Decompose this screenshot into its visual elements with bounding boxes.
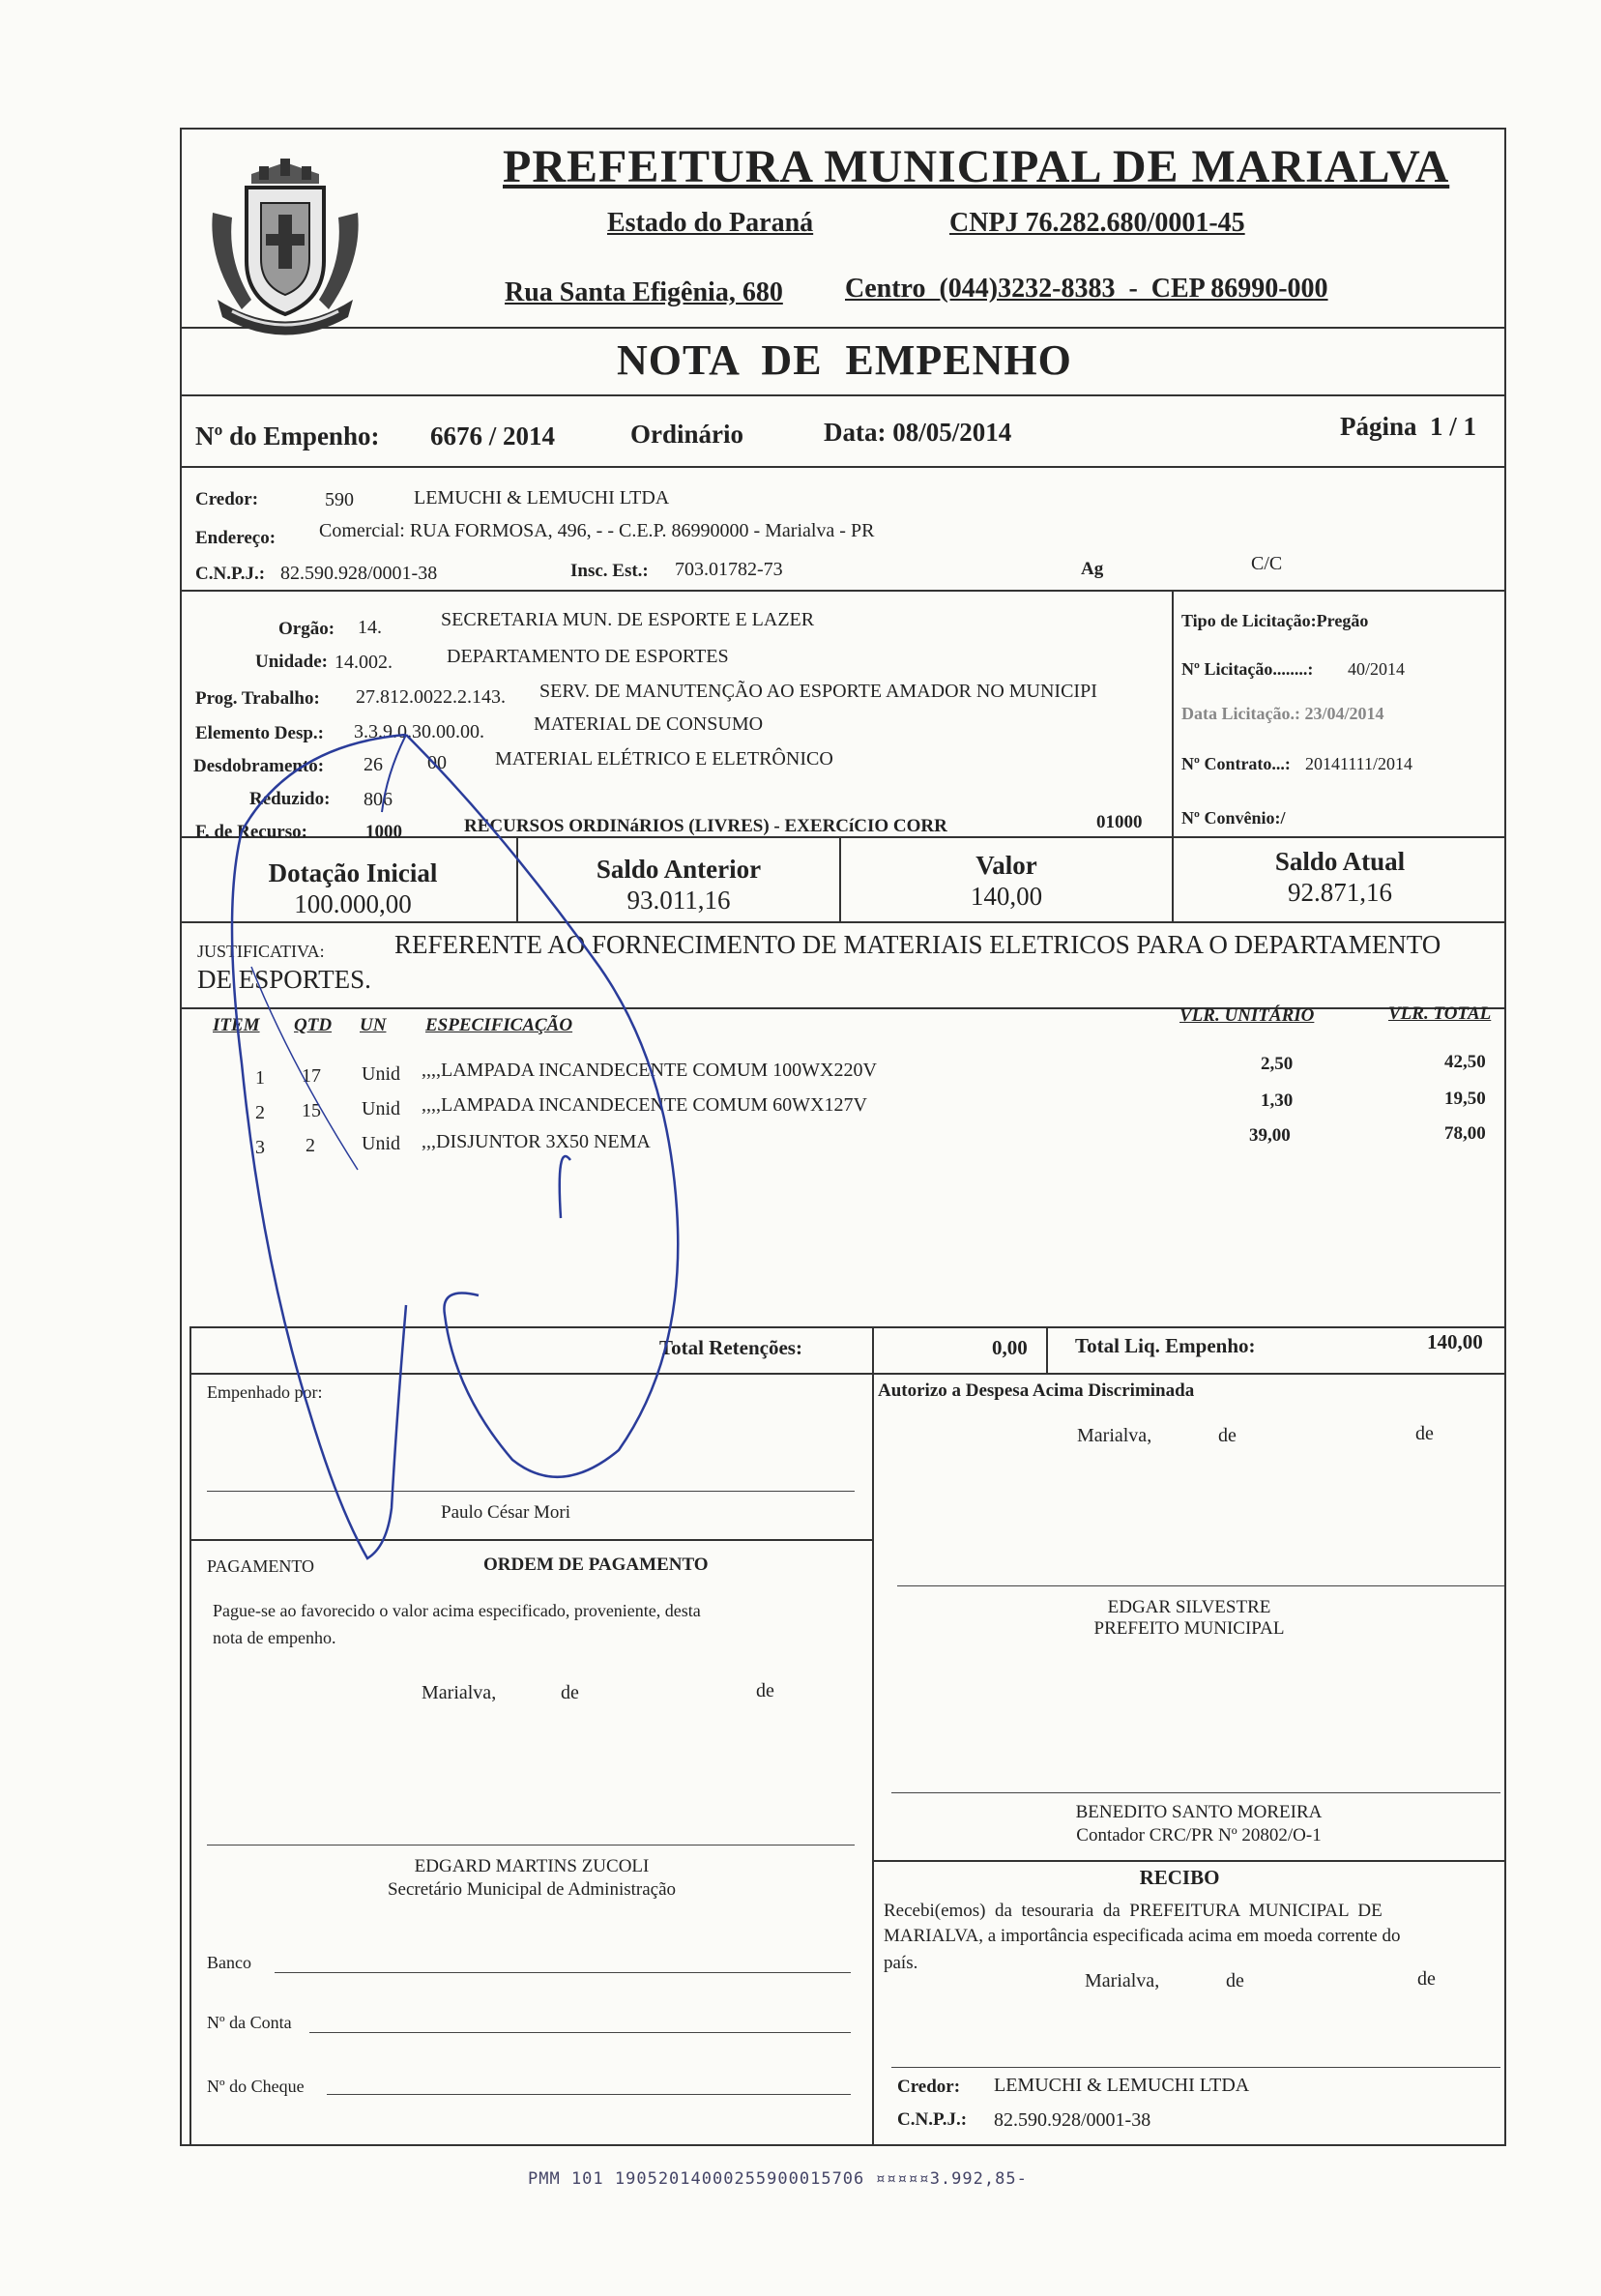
orgao-name: SECRETARIA MUN. DE ESPORTE E LAZER	[441, 609, 815, 630]
row-un: Unid	[362, 1063, 400, 1085]
col-item-header: ITEM	[213, 1015, 260, 1035]
secretario-nome: EDGARD MARTINS ZUCOLI	[414, 1856, 650, 1876]
justificativa-line1: REFERENTE AO FORNECIMENTO DE MATERIAIS ELETRICOS PARA O DEPARTAMENTO	[394, 930, 1441, 959]
insc-label: Insc. Est.:	[570, 561, 649, 581]
pagamento-local: Marialva,	[422, 1682, 497, 1703]
prog-code: 27.812.0022.2.143.	[356, 686, 506, 708]
convenio: Nº Convênio:/	[1181, 808, 1286, 828]
divider	[180, 590, 1506, 592]
secretario-cargo: Secretário Municipal de Administração	[387, 1879, 677, 1900]
pagamento-de1: de	[561, 1682, 579, 1703]
signature-line	[891, 1792, 1500, 1793]
credor-cnpj: 82.590.928/0001-38	[280, 563, 438, 584]
divider	[180, 394, 1506, 396]
retencoes-value: 0,00	[992, 1336, 1028, 1359]
banco-label: Banco	[207, 1953, 251, 1972]
saldo-anterior-value: 93.011,16	[626, 886, 731, 915]
recibo-title: RECIBO	[1139, 1866, 1220, 1889]
empenhado-nome: Paulo César Mori	[441, 1502, 571, 1523]
cheque-line	[327, 2094, 851, 2095]
recibo-de2: de	[1417, 1968, 1436, 1990]
recibo-text3: país.	[884, 1953, 918, 1973]
header-address: Rua Santa Efigênia, 680	[505, 277, 783, 307]
recurso-code: 1000	[365, 822, 402, 842]
row-un: Unid	[362, 1133, 400, 1154]
autorizo-de2: de	[1415, 1423, 1434, 1444]
recibo-text2: MARIALVA, a importância especificada acima em moeda corrente do	[884, 1926, 1401, 1946]
saldo-atual-label: Saldo Atual	[1274, 847, 1406, 876]
col-total-header: VLR. TOTAL	[1388, 1003, 1492, 1024]
licitacao-number: 40/2014	[1348, 659, 1406, 679]
empenho-number-label: Nº do Empenho:	[195, 421, 380, 450]
unidade-code: 14.002.	[335, 652, 393, 673]
contrato-value: 20141111/2014	[1305, 754, 1412, 773]
row-item: 2	[255, 1102, 265, 1123]
header-cnpj: CNPJ 76.282.680/0001-45	[949, 208, 1245, 238]
autorizo-label: Autorizo a Despesa Acima Discriminada	[878, 1381, 1195, 1401]
cnpj-label: C.N.P.J.:	[195, 564, 266, 584]
recurso-code2: 01000	[1096, 812, 1143, 832]
credor-code: 590	[325, 489, 354, 510]
ordem-pagamento-title: ORDEM DE PAGAMENTO	[483, 1555, 709, 1575]
prog-name: SERV. DE MANUTENÇÃO AO ESPORTE AMADOR NO MUNICIPI	[539, 681, 1097, 702]
empenho-number: 6676 / 2014	[430, 421, 556, 450]
divider	[1172, 590, 1174, 836]
empenhado-label: Empenhado por:	[207, 1382, 323, 1402]
header-title: PREFEITURA MUNICIPAL DE MARIALVA	[503, 141, 1450, 192]
signature-line	[207, 1845, 855, 1846]
row-qtd: 17	[302, 1065, 321, 1087]
recibo-cnpj: 82.590.928/0001-38	[994, 2109, 1151, 2131]
autorizo-de1: de	[1218, 1425, 1237, 1446]
divider	[180, 327, 1506, 329]
dotacao-inicial-label: Dotação Inicial	[268, 858, 438, 887]
justificativa-label: JUSTIFICATIVA:	[197, 942, 325, 961]
recibo-local: Marialva,	[1085, 1970, 1160, 1991]
valor-value: 140,00	[970, 882, 1043, 911]
recibo-credor: LEMUCHI & LEMUCHI LTDA	[994, 2075, 1250, 2096]
row-total: 42,50	[1444, 1052, 1486, 1072]
desdobramento-code: 26	[364, 754, 383, 775]
row-item: 1	[255, 1067, 265, 1089]
row-unit: 2,50	[1261, 1054, 1294, 1074]
row-total: 19,50	[1444, 1089, 1486, 1109]
divider	[189, 1539, 872, 1541]
divider	[1046, 1326, 1048, 1373]
empenho-date: Data: 08/05/2014	[824, 418, 1012, 447]
conta-label: Nº da Conta	[207, 2013, 292, 2032]
credor-label: Credor:	[195, 489, 259, 509]
contrato-label: Nº Contrato...:	[1181, 754, 1291, 773]
col-esp-header: ESPECIFICAÇÃO	[425, 1015, 573, 1035]
contador-nome: BENEDITO SANTO MOREIRA	[1075, 1802, 1323, 1822]
autorizo-local: Marialva,	[1077, 1425, 1152, 1446]
recibo-de1: de	[1226, 1970, 1244, 1991]
recibo-credor-label: Credor:	[897, 2077, 961, 2097]
divider	[189, 1373, 1506, 1375]
row-esp: ,,,DISJUNTOR 3X50 NEMA	[422, 1131, 651, 1152]
col-qtd-header: QTD	[294, 1015, 333, 1035]
retencoes-label: Total Retenções:	[659, 1336, 802, 1359]
prefeito-cargo: PREFEITO MUNICIPAL	[1093, 1618, 1285, 1639]
dotacao-inicial-value: 100.000,00	[294, 889, 412, 918]
ag-label: Ag	[1081, 559, 1104, 579]
divider	[180, 466, 1506, 468]
recurso-label: F. de Recurso:	[195, 822, 307, 842]
row-item: 3	[255, 1137, 265, 1158]
justificativa-line2: DE ESPORTES.	[197, 965, 371, 994]
row-qtd: 15	[302, 1100, 321, 1121]
desdobramento-label: Desdobramento:	[193, 756, 325, 776]
cheque-label: Nº do Cheque	[207, 2077, 305, 2096]
row-total: 78,00	[1444, 1123, 1486, 1144]
reduzido-label: Reduzido:	[249, 789, 331, 809]
credor-insc: 703.01782-73	[675, 559, 783, 580]
conta-line	[309, 2032, 851, 2033]
elemento-label: Elemento Desp.:	[195, 723, 324, 743]
divider	[872, 1326, 874, 2146]
licitacao-type: Tipo de Licitação:Pregão	[1181, 611, 1369, 630]
row-unit: 39,00	[1249, 1125, 1291, 1146]
recibo-cnpj-label: C.N.P.J.:	[897, 2109, 968, 2130]
col-un-header: UN	[360, 1015, 387, 1035]
signature-line	[897, 1585, 1504, 1586]
elemento-name: MATERIAL DE CONSUMO	[534, 713, 764, 735]
orgao-label: Orgão:	[278, 619, 335, 639]
licitacao-date: Data Licitação.: 23/04/2014	[1181, 704, 1384, 723]
divider	[872, 1860, 1506, 1862]
reduzido-value: 806	[364, 789, 393, 810]
liquido-label: Total Liq. Empenho:	[1075, 1334, 1256, 1357]
recibo-text1: Recebi(emos) da tesouraria da PREFEITURA MUNICIPAL DE	[884, 1901, 1383, 1921]
empenho-type: Ordinário	[630, 420, 744, 449]
row-unit: 1,30	[1261, 1090, 1294, 1111]
footer-code: PMM 101 19052014000255900015706 ¤¤¤¤¤3.992,85-	[528, 2169, 1028, 2189]
credor-name: LEMUCHI & LEMUCHI LTDA	[414, 487, 670, 509]
divider	[180, 921, 1506, 923]
liquido-value: 140,00	[1427, 1330, 1483, 1353]
header-contact: Centro (044)3232-8383 - CEP 86990-000	[845, 274, 1328, 304]
saldo-atual-value: 92.871,16	[1288, 878, 1392, 907]
page-number: Página 1 / 1	[1340, 412, 1477, 441]
elemento-code: 3.3.9.0.30.00.00.	[354, 721, 484, 742]
saldo-anterior-label: Saldo Anterior	[596, 855, 762, 884]
endereco-label: Endereço:	[195, 528, 277, 548]
divider	[189, 1326, 191, 2146]
banco-line	[275, 1972, 851, 1973]
pagamento-text1: Pague-se ao favorecido o valor acima especificado, proveniente, desta	[213, 1601, 701, 1620]
desdobramento-name: MATERIAL ELÉTRICO E ELETRÔNICO	[495, 748, 833, 770]
credor-address: Comercial: RUA FORMOSA, 496, - - C.E.P. 86990000 - Marialva - PR	[319, 520, 875, 541]
licitacao-number-label: Nº Licitação........:	[1181, 659, 1314, 679]
prefeito-nome: EDGAR SILVESTRE	[1107, 1597, 1271, 1617]
divider	[189, 1326, 1506, 1328]
coat-of-arms-icon	[193, 145, 377, 338]
row-esp: ,,,,LAMPADA INCANDECENTE COMUM 60WX127V	[422, 1094, 867, 1116]
signature-line	[207, 1491, 855, 1492]
desdobramento-code2: 00	[427, 752, 447, 773]
pagamento-text2: nota de empenho.	[213, 1628, 336, 1647]
row-esp: ,,,,LAMPADA INCANDECENTE COMUM 100WX220V	[422, 1060, 877, 1081]
unidade-label: Unidade:	[255, 652, 328, 672]
recurso-name: RECURSOS ORDINáRIOS (LIVRES) - EXERCíCIO CORR	[464, 816, 947, 836]
row-qtd: 2	[306, 1135, 315, 1156]
header-state: Estado do Paraná	[607, 208, 814, 238]
valor-label: Valor	[975, 851, 1037, 880]
orgao-code: 14.	[358, 617, 382, 638]
prog-label: Prog. Trabalho:	[195, 688, 320, 709]
pagamento-label: PAGAMENTO	[207, 1556, 315, 1576]
unidade-name: DEPARTAMENTO DE ESPORTES	[447, 646, 729, 667]
signature-line	[891, 2067, 1500, 2068]
col-unit-header: VLR. UNITÁRIO	[1179, 1005, 1315, 1026]
contador-cargo: Contador CRC/PR Nº 20802/O-1	[1076, 1825, 1322, 1846]
document-title: NOTA DE EMPENHO	[617, 336, 1072, 384]
row-un: Unid	[362, 1098, 400, 1119]
cc-label: C/C	[1251, 553, 1283, 574]
pagamento-de2: de	[756, 1680, 774, 1701]
